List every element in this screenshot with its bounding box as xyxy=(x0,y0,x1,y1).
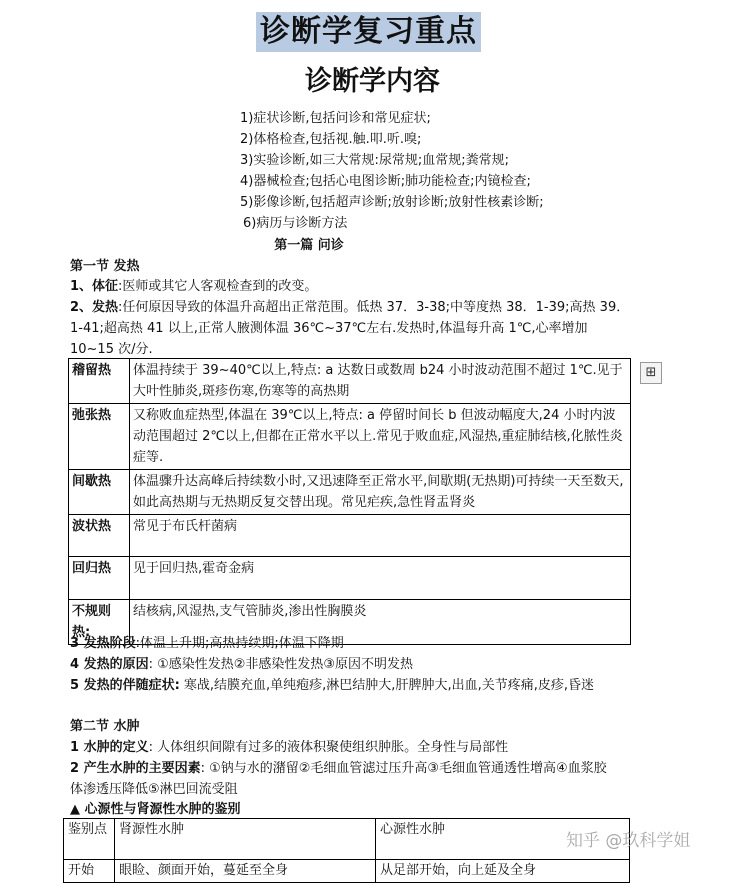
fever-type-name: 弛张热 xyxy=(69,404,130,470)
list-item: 3)实验诊断,如三大常规:尿常规;血常规;粪常规; xyxy=(240,153,509,168)
term-label: 3 发热阶段 xyxy=(70,636,136,651)
document-title[interactable]: 诊断学复习重点 xyxy=(256,12,481,52)
section-heading: 第一节 发热 xyxy=(70,259,140,274)
table-cell: 从足部开始，向上延及全身 xyxy=(376,860,630,883)
term-text: :体温上升期;高热持续期;体温下降期 xyxy=(135,636,344,651)
paragraph-cause xyxy=(70,654,630,675)
section-heading: 第二节 水肿 xyxy=(70,719,140,734)
paragraph-edema-def xyxy=(70,737,630,758)
comparison-heading: ▲ 心源性与肾源性水肿的鉴别 xyxy=(70,802,241,817)
fever-type-desc: 常见于布氏杆菌病 xyxy=(130,515,631,557)
term-label: 1、体征 xyxy=(70,279,119,294)
fever-type-desc: 又称败血症热型,体温在 39℃以上,特点: a 停留时间长 b 但波动幅度大,24 小时内波动范围超过 2℃以上,但都在正常水平以上.常见于败血症,风湿热,重症肺结核,化脓性炎症等. xyxy=(130,404,631,470)
list-item: 6)病历与诊断方法 xyxy=(243,216,348,231)
table-row xyxy=(69,557,631,600)
table-row xyxy=(64,860,630,883)
part-title: 第一篇 问诊 xyxy=(274,238,344,253)
header-cell: 肾源性水肿 xyxy=(115,819,376,860)
fever-types-table xyxy=(68,358,631,645)
header-cell: 心源性水肿 xyxy=(376,819,630,860)
fever-type-name: 间歇热 xyxy=(69,470,130,515)
term-text: : ①感染性发热②非感染性发热③原因不明发热 xyxy=(148,657,414,672)
paragraph-stage xyxy=(70,633,630,654)
table-cell: 眼睑、颜面开始，蔓延至全身 xyxy=(115,860,376,883)
term-text: :任何原因导致的体温升高超出正常范围。低热 37．3-38;中等度热 38．1-39;高热 39．1-41;超高热 41 以上,正常人腋测体温 36℃~37℃左右.发热时,体温每升高 1℃,心率增加 10~15 次/分. xyxy=(70,300,630,357)
list-item: 4)器械检查;包括心电图诊断;肺功能检查;内镜检查; xyxy=(240,174,531,189)
term-label: 4 发热的原因 xyxy=(70,657,149,672)
paragraph-symptom xyxy=(70,675,630,696)
fever-type-name: 回归热 xyxy=(69,557,130,600)
table-row xyxy=(69,470,631,515)
term-text: 寒战,结膜充血,单纯疱疹,淋巴结肿大,肝脾肿大,出血,关节疼痛,皮疹,昏迷 xyxy=(179,678,594,693)
table-row xyxy=(69,404,631,470)
table-move-icon[interactable]: ⊞ xyxy=(640,362,662,384)
fever-type-desc: 结核病,风湿热,支气管肺炎,渗出性胸膜炎 xyxy=(130,600,631,645)
fever-type-name: 不规则热: xyxy=(69,600,130,645)
term-label: 2 产生水肿的主要因素 xyxy=(70,761,201,776)
edema-compare-table xyxy=(63,818,630,883)
term-label: 2、发热 xyxy=(70,300,119,315)
paragraph-sign xyxy=(70,276,630,297)
list-item: 1)症状诊断,包括问诊和常见症状; xyxy=(240,111,431,126)
term-label: 1 水肿的定义 xyxy=(70,740,149,755)
fever-type-name: 稽留热 xyxy=(69,359,130,404)
watermark: 知乎 @玖科学姐 xyxy=(566,831,691,851)
list-item: 5)影像诊断,包括超声诊断;放射诊断;放射性核素诊断; xyxy=(240,195,544,210)
list-item: 2)体格检查,包括视.触.叩.听.嗅; xyxy=(240,132,422,147)
document-subtitle: 诊断学内容 xyxy=(305,66,440,97)
contents-list xyxy=(240,108,544,234)
fever-type-desc: 体温骤升达高峰后持续数小时,又迅速降至正常水平,间歇期(无热期)可持续一天至数天,如此高热期与无热期反复交替出现。常见疟疾,急性肾盂肾炎 xyxy=(130,470,631,515)
fever-type-name: 波状热 xyxy=(69,515,130,557)
fever-type-desc: 见于回归热,霍奇金病 xyxy=(130,557,631,600)
term-text: : ①钠与水的潴留②毛细血管滤过压升高③毛细血管通透性增高④血浆胶体渗透压降低⑤淋巴回流受阻 xyxy=(70,761,607,797)
table-row xyxy=(69,515,631,557)
fever-type-desc: 体温持续于 39~40℃以上,特点: a 达数日或数周 b24 小时波动范围不超过 1℃.见于大叶性肺炎,斑疹伤寒,伤寒等的高热期 xyxy=(130,359,631,404)
paragraph-edema-factor xyxy=(70,758,618,800)
table-row xyxy=(69,359,631,404)
paragraph-fever xyxy=(70,297,630,360)
term-text: :医师或其它人客观检查到的改变。 xyxy=(118,279,318,294)
table-cell: 开始 xyxy=(64,860,115,883)
term-label: 5 发热的伴随症状: xyxy=(70,678,180,693)
table-row xyxy=(64,819,630,860)
header-cell: 鉴别点 xyxy=(64,819,115,860)
term-text: : 人体组织间隙有过多的液体积聚使组织肿胀。全身性与局部性 xyxy=(148,740,509,755)
